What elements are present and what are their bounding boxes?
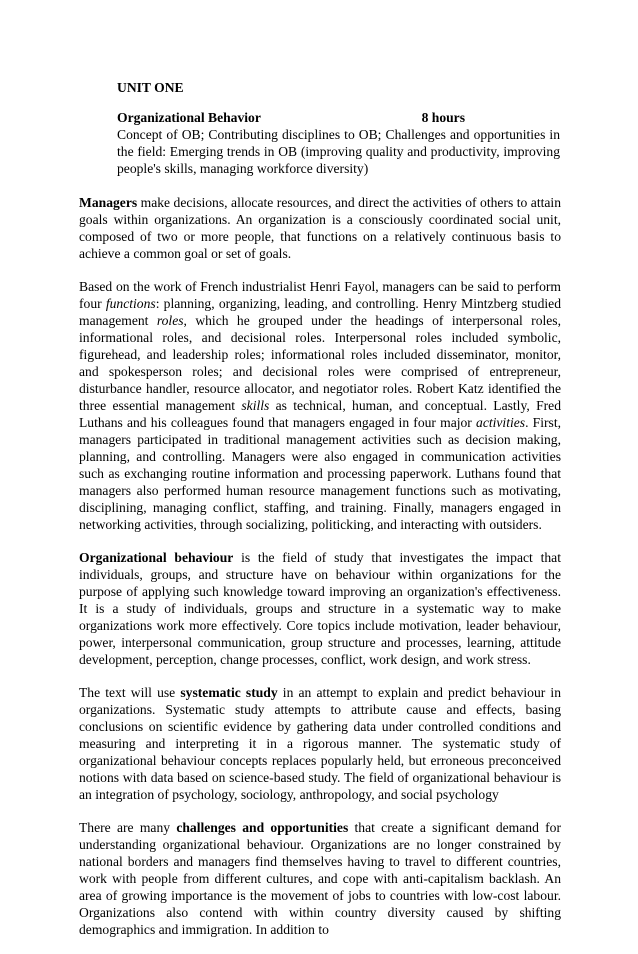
term-skills: skills bbox=[241, 398, 270, 413]
term-organizational-behaviour: Organizational behaviour bbox=[79, 550, 234, 565]
paragraph-text: , which he grouped under the headings of interpersonal roles, informational roles, and decisional roles. Interpersonal roles included symbolic, figurehead, and leadership roles; informational roles included disseminator, monitor, and spokesperson roles; and decisional roles were comprised of entrepreneur, disturbance handler, resource allocator, and negotiator roles. Robert Katz identified the three essential management bbox=[79, 313, 561, 413]
term-activities: activities bbox=[476, 415, 526, 430]
body-text bbox=[79, 194, 561, 954]
topic-hours: 8 hours bbox=[421, 110, 465, 125]
paragraph-text: in an attempt to explain and predict behaviour in organizations. Systematic study attempts to attribute cause and effects, basing conclusions on scientific evidence by gathering data under controlled conditions and measuring and interpreting it in a rigorous manner. The systematic study of organizational behaviour concepts replaces popularly held, but erroneous preconceived notions with data based on science-based study. The field of organizational behaviour is an integration of psychology, sociology, anthropology, and social psychology bbox=[79, 685, 562, 802]
syllabus-text: Concept of OB; Contributing disciplines to OB; Challenges and opportunities in the field: Emerging trends in OB (improving quality and productivity, improving people's skills, managing workforce diversity) bbox=[117, 127, 560, 176]
unit-title: UNIT ONE bbox=[117, 80, 184, 95]
paragraph-text: The text will use bbox=[79, 685, 181, 700]
topic-title: Organizational Behavior bbox=[117, 110, 261, 125]
paragraph-challenges bbox=[79, 819, 561, 938]
paragraph-text: as technical, human, and conceptual. Lastly, Fred Luthans and his colleagues found that managers engaged in four major bbox=[79, 398, 562, 430]
paragraph-managers bbox=[79, 194, 561, 262]
paragraph-text: Based on the work of French industrialist Henri Fayol, managers can be said to perform four bbox=[79, 279, 561, 311]
unit-header bbox=[117, 79, 560, 177]
paragraph-text: There are many bbox=[79, 820, 177, 835]
paragraph-text: : planning, organizing, leading, and controlling. Henry Mintzberg studied management bbox=[79, 296, 561, 328]
paragraph-systematic-study bbox=[79, 684, 561, 803]
topic-line bbox=[117, 109, 465, 126]
paragraph-text: that create a significant demand for understanding organizational behaviour. Organizations are no longer constrained by national borders and managers find themselves having to travel to different countries, work with people from different cultures, and cope with anti-capitalism backlash. An area of growing importance is the movement of jobs to countries with low-cost labour. Organizations also contend with within country diversity caused by shifting demographics and immigration. In addition to bbox=[79, 820, 561, 937]
term-roles: roles bbox=[156, 313, 184, 328]
term-managers: Managers bbox=[79, 195, 138, 210]
paragraph-text: make decisions, allocate resources, and direct the activities of others to attain goals within organizations. An organization is a consciously coordinated social unit, composed of two or more people, that functions on a relatively continuous basis to achieve a common goal or set of goals. bbox=[79, 195, 561, 261]
term-systematic-study: systematic study bbox=[180, 685, 278, 700]
paragraph-fayol bbox=[79, 278, 561, 533]
paragraph-text: . First, managers participated in traditional management activities such as decision making, planning, and controlling. Managers were also engaged in communication activities such as exchanging routine information and processing paperwork. Luthans found that managers also performed human resource management functions such as motivating, disciplining, managing conflict, staffing, and training. Finally, managers engaged in networking activities, through socializing, politicking, and interacting with outsiders. bbox=[79, 415, 561, 532]
term-functions: functions bbox=[105, 296, 156, 311]
term-challenges-opportunities: challenges and opportunities bbox=[176, 820, 349, 835]
paragraph-text: is the field of study that investigates the impact that individuals, groups, and structure have on behaviour within organizations for the purpose of applying such knowledge toward improving an organization's effectiveness. It is a study of individuals, groups and structure in a systematic way to make organizations work more effectively. Core topics include motivation, leader behaviour, power, interpersonal communication, group structure and processes, learning, attitude development, perception, change processes, conflict, work design, and work stress. bbox=[79, 550, 561, 667]
paragraph-ob bbox=[79, 549, 561, 668]
